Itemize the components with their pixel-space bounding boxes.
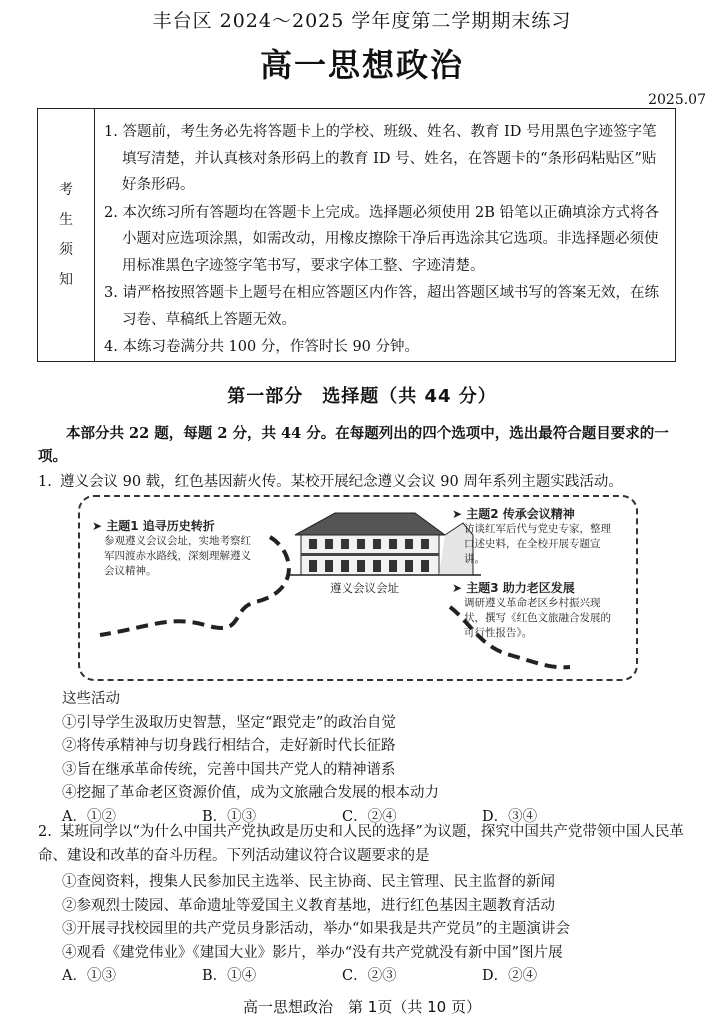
notice-item: 1. 答题前，考生务必先将答题卡上的学校、班级、姓名、教育 ID 号用黑色字迹签字笔填写清楚，并认真核对条形码上的教育 ID 号、姓名，在答题卡的“条形码粘贴区”贴好条形码。 xyxy=(104,124,657,193)
page-title: 高一思想政治 xyxy=(259,46,464,84)
topic-3-text: 调研遵义革命老区乡村振兴现状，撰写《红色文旅融合发展的可行性报告》。 xyxy=(464,597,611,639)
topic-3-heading: ➤ 主题3 助力老区发展 xyxy=(452,581,575,595)
statement: ③旨在继承革命传统，完善中国共产党人的精神谱系 xyxy=(62,761,396,778)
statement: ①查阅资料，搜集人民参加民主选举、民主协商、民主管理、民主监督的新闻 xyxy=(62,874,555,890)
question-2-stem xyxy=(38,820,688,868)
statement: ①引导学生汲取历史智慧，坚定“跟党走”的政治自觉 xyxy=(62,714,396,731)
page-footer: 高一思想政治 第 1页（共 10 页） xyxy=(243,998,481,1016)
choice-d: D．②④ xyxy=(482,968,538,984)
topic-2-heading: ➤ 主题2 传承会议精神 xyxy=(452,507,575,521)
question-text: 某班同学以“为什么中国共产党执政是历史和人民的选择”为议题，探究中国共产党带领中国人民革命、建设和改革的奋斗历程。下列活动建议符合议题要求的是 xyxy=(38,824,684,864)
notice-label-char: 须 xyxy=(59,242,73,258)
notice-box xyxy=(37,108,676,362)
topic-1 xyxy=(92,519,252,579)
notice-item: 3. 请严格按照答题卡上题号在相应答题区内作答，超出答题区域书写的答案无效，在练习卷、草稿纸上答题无效。 xyxy=(104,285,659,328)
answer-choices xyxy=(62,965,622,989)
statement: ②将传承精神与切身践行相结合，走好新时代长征路 xyxy=(62,738,396,754)
topic-1-heading: ➤ 主题1 追寻历史转折 xyxy=(92,519,215,533)
notice-item: 4. 本练习卷满分共 100 分，作答时长 90 分钟。 xyxy=(104,339,420,355)
question-number: 2. xyxy=(38,824,52,840)
notice-label-char: 知 xyxy=(59,272,73,288)
question-lead: 这些活动 xyxy=(62,691,120,707)
exam-date: 2025.07 xyxy=(648,92,706,108)
notice-label-char: 考 xyxy=(59,182,73,198)
question-1-body xyxy=(62,688,682,829)
statement: ④观看《建党伟业》《建国大业》影片，举办“没有共产党就没有新中国”图片展 xyxy=(62,944,563,961)
question-text: 遵义会议 90 载，红色基因薪火传。某校开展纪念遵义会议 90 周年系列主题实践活动。 xyxy=(60,474,623,490)
choice-a: A．①③ xyxy=(62,968,116,984)
statement: ②参观烈士陵园、革命遗址等爱国主义教育基地，进行红色基因主题教育活动 xyxy=(62,897,555,914)
choice-b: B．①③ xyxy=(202,808,257,825)
notice-item: 2. 本次练习所有答题均在答题卡上完成。选择题必须使用 2B 铅笔以正确填涂方式将各小题对应选项涂黑，如需改动，用橡皮擦除干净后再选涂其它选项。非选择题必须使用标准黑色字迹签字笔书写，要求字体工整、字迹清楚。 xyxy=(104,204,660,274)
notice-list xyxy=(104,119,669,362)
building-caption: 遵义会议会址 xyxy=(330,581,399,595)
choice-c: C．②④ xyxy=(342,808,397,825)
notice-label xyxy=(38,109,95,361)
section-description: 本部分共 22 题，每题 2 分，共 44 分。在每题列出的四个选项中，选出最符合题目要求的一项。 xyxy=(38,425,669,465)
topic-1-text: 参观遵义会议会址，实地考察红军四渡赤水路线，深刻理解遵义会议精神。 xyxy=(104,535,251,577)
section-title: 第一部分 选择题（共 44 分） xyxy=(227,386,497,407)
notice-label-char: 生 xyxy=(59,212,73,228)
question-number: 1. xyxy=(38,474,52,490)
topic-2-text: 访谈红军后代与党史专家，整理口述史料，在全校开展专题宣讲。 xyxy=(464,523,611,565)
choice-b: B．①④ xyxy=(202,968,257,984)
statement: ③开展寻找校园里的共产党员身影活动，举办“如果我是共产党员”的主题演讲会 xyxy=(62,921,570,937)
choice-a: A．①② xyxy=(62,808,116,825)
topic-2 xyxy=(452,507,612,567)
choice-c: C．②③ xyxy=(342,968,397,984)
statement: ④挖掘了革命老区资源价值，成为文旅融合发展的根本动力 xyxy=(62,785,439,801)
topic-3 xyxy=(452,581,612,641)
activity-figure xyxy=(78,495,638,681)
question-1-stem xyxy=(38,470,688,494)
choice-d: D．③④ xyxy=(482,808,538,825)
exam-subtitle: 丰台区 2024～2025 学年度第二学期期末练习 xyxy=(152,10,572,32)
question-2-body xyxy=(62,871,682,989)
